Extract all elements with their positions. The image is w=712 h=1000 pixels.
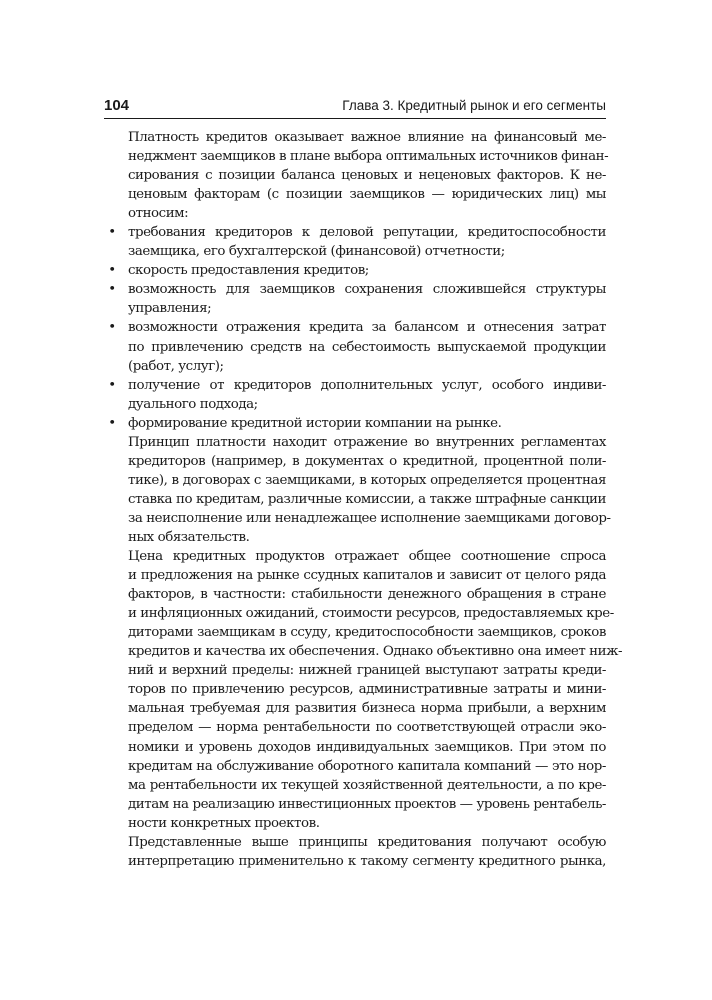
page-header xyxy=(104,96,606,119)
text-line: ставка по кредитам, различные комиссии, а также штрафные санкции xyxy=(128,491,606,507)
text-line: интерпретацию применительно к такому сегменту кредитного рынка, xyxy=(128,853,606,869)
text-line: ний и верхний пределы: нижней границей выступают затраты креди- xyxy=(128,663,606,679)
bullet-icon: • xyxy=(108,282,116,298)
bullet-list xyxy=(104,223,606,433)
text-line: (работ, услуг); xyxy=(128,358,224,374)
text-line: мальная требуемая для развития бизнеса норма прибыли, а верхним xyxy=(128,701,606,717)
list-item xyxy=(104,318,606,375)
running-title: Глава 3. Кредитный рынок и его сегменты xyxy=(342,98,606,113)
text-line: заемщика, его бухгалтерской (финансовой) отчетности; xyxy=(128,244,505,260)
text-line: получение от кредиторов дополнительных услуг, особого индиви- xyxy=(128,377,606,393)
text-line: кредитам на обслуживание оборотного капитала компаний — это нор- xyxy=(128,758,606,774)
paragraph-1 xyxy=(104,128,609,223)
text-line: кредиторов (например, в документах о кредитной, процентной поли- xyxy=(128,453,606,469)
text-line: номики и уровень доходов индивидуальных заемщиков. При этом по xyxy=(128,739,606,755)
text-line: тике), в договорах с заемщиками, в которых определяется процентная xyxy=(128,472,606,488)
text-line: дуального подхода; xyxy=(128,396,258,412)
text-line: сирования с позиции баланса ценовых и неценовых факторов. К не- xyxy=(128,168,606,184)
paragraph-4 xyxy=(104,833,606,871)
text-line: факторов, в частности: стабильности денежного обращения в стране xyxy=(128,587,606,603)
bullet-icon: • xyxy=(108,263,116,279)
text-line: требования кредиторов к деловой репутации, кредитоспособности xyxy=(128,225,606,241)
text-line: ных обязательств. xyxy=(128,529,250,545)
text-line: за неисполнение или ненадлежащее исполнение заемщиками договор- xyxy=(128,510,611,526)
text-line: скорость предоставления кредитов; xyxy=(128,263,369,279)
text-line: неджмент заемщиков в плане выбора оптимальных источников финан- xyxy=(128,149,609,165)
text-line: и предложения на рынке ссудных капиталов и зависит от целого ряда xyxy=(128,568,606,584)
bullet-icon: • xyxy=(108,377,116,393)
text-line: ности конкретных проектов. xyxy=(128,815,320,831)
text-line: торов по привлечению ресурсов, административные затраты и мини- xyxy=(128,682,606,698)
text-line: ценовым факторам (с позиции заемщиков — юридических лиц) мы xyxy=(128,187,606,203)
list-item xyxy=(104,223,606,261)
text-line: возможности отражения кредита за балансом и отнесения затрат xyxy=(128,320,606,336)
text-line: относим: xyxy=(128,206,189,222)
text-line: Представленные выше принципы кредитования получают особую xyxy=(128,834,606,850)
page-number: 104 xyxy=(104,97,130,114)
text-line: по привлечению средств на себестоимость выпускаемой продукции xyxy=(128,339,606,355)
bullet-icon: • xyxy=(108,225,116,241)
text-line: формирование кредитной истории компании на рынке. xyxy=(128,415,502,431)
text-line: Принцип платности находит отражение во внутренних регламентах xyxy=(128,434,606,450)
text-line: Цена кредитных продуктов отражает общее соотношение спроса xyxy=(128,549,606,565)
text-line: кредитов и качества их обеспечения. Однако объективно она имеет ниж- xyxy=(128,644,623,660)
text-line: ма рентабельности их текущей хозяйственной деятельности, а по кре- xyxy=(128,777,606,793)
list-item xyxy=(104,376,606,414)
text-line: и инфляционных ожиданий, стоимости ресурсов, предоставляемых кре- xyxy=(128,606,614,622)
list-item xyxy=(104,280,606,318)
text-line: Платность кредитов оказывает важное влияние на финансовый ме- xyxy=(128,130,606,145)
list-item xyxy=(104,414,606,433)
text-line: пределом — норма рентабельности по соответствующей отрасли эко- xyxy=(128,720,606,736)
page-body xyxy=(104,128,623,871)
bullet-icon: • xyxy=(108,415,116,431)
list-item xyxy=(104,261,606,280)
text-line: диторами заемщикам в ссуду, кредитоспособности заемщиков, сроков xyxy=(128,625,606,641)
text-line: возможность для заемщиков сохранения сложившейся структуры xyxy=(128,282,606,298)
paragraph-2 xyxy=(104,433,611,547)
paragraph-3 xyxy=(104,547,623,833)
bullet-icon: • xyxy=(108,320,116,336)
text-line: дитам на реализацию инвестиционных проектов — уровень рентабель- xyxy=(128,796,606,812)
text-line: управления; xyxy=(128,301,212,317)
